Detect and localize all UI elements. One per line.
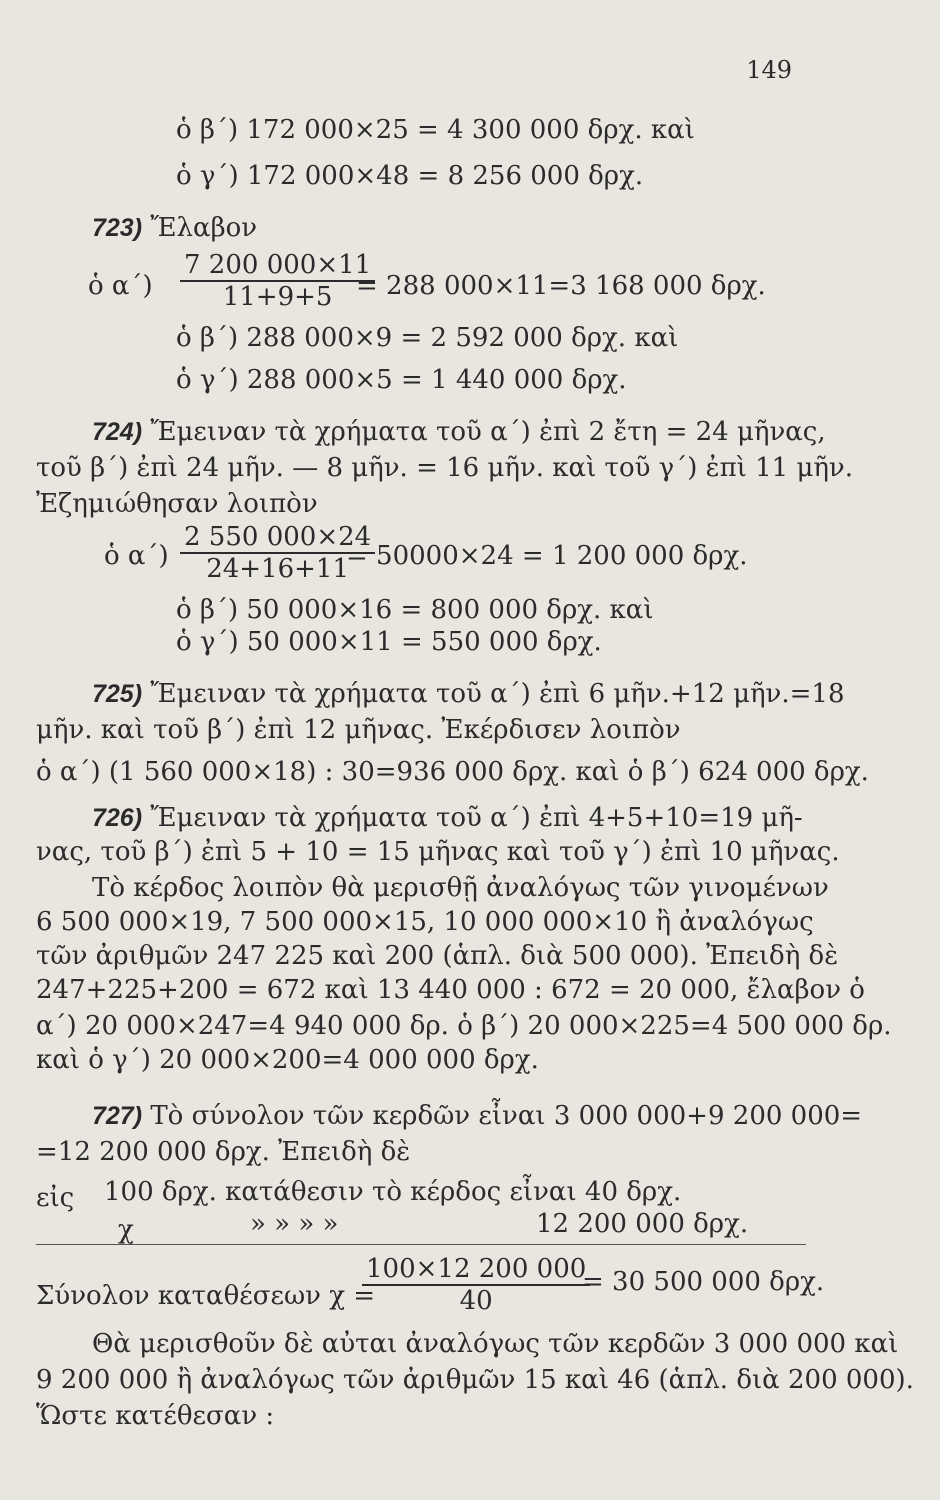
- line-725-b: μῆν. καὶ τοῦ β΄) ἐπὶ 12 μῆνας. Ἐκέρδισεν λοιπὸν: [36, 715, 681, 745]
- exercise-number: 726): [92, 804, 143, 832]
- fraction-727-e: [362, 1254, 590, 1316]
- exercise-text: Ἔμειναν τὰ χρήματα τοῦ α΄) ἐπὶ 4+5+10=19 μῆ-: [150, 803, 803, 833]
- line-727-b: =12 200 000 δρχ. Ἐπειδὴ δὲ: [36, 1137, 411, 1167]
- page-number: 149: [746, 56, 792, 84]
- line-727-g: 9 200 000 ἢ ἀναλόγως τῶν ἀριθμῶν 15 καὶ 46 (ἁπλ. διὰ 200 000).: [36, 1365, 914, 1395]
- fraction-723-a: [180, 250, 375, 312]
- numerator: 100×12 200 000: [366, 1254, 587, 1284]
- line-726-c: Τὸ κέρδος λοιπὸν θὰ μερισθῇ ἀναλόγως τῶν γινομένων: [92, 873, 829, 903]
- line-727-d-value: 12 200 000 δρχ.: [536, 1209, 749, 1239]
- exercise-725-heading: [92, 678, 844, 710]
- line-727-d-x: χ: [118, 1215, 134, 1245]
- line-726-g: α΄) 20 000×247=4 940 000 δρ. ὁ β΄) 20 000×225=4 500 000 δρ.: [36, 1011, 892, 1041]
- line-727-f: Θὰ μερισθοῦν δὲ αὐται ἀναλόγως τῶν κερδῶν 3 000 000 καὶ: [92, 1329, 899, 1359]
- numerator: 2 550 000×24: [184, 522, 372, 552]
- line-723-a-result: = 288 000×11=3 168 000 δρχ.: [356, 271, 766, 301]
- line-723-a-label: ὁ α΄): [88, 271, 153, 301]
- line-726-e: τῶν ἀριθμῶν 247 225 καὶ 200 (ἁπλ. διὰ 500 000). Ἐπειδὴ δὲ: [36, 941, 839, 971]
- line-726-d: 6 500 000×19, 7 500 000×15, 10 000 000×10 ἢ ἀναλόγως: [36, 907, 814, 937]
- line-722-c: ὁ γ΄) 172 000×48 = 8 256 000 δρχ.: [176, 161, 644, 191]
- exercise-723-heading: [92, 212, 257, 244]
- line-727-c-prefix: εἰς: [36, 1183, 75, 1213]
- line-726-b: νας, τοῦ β΄) ἐπὶ 5 + 10 = 15 μῆνας καὶ τοῦ γ΄) ἐπὶ 10 μῆνας.: [36, 837, 840, 867]
- exercise-number: 727): [92, 1102, 143, 1130]
- exercise-text: Τὸ σύνολον τῶν κερδῶν εἶναι 3 000 000+9 200 000=: [150, 1101, 863, 1131]
- exercise-number: 724): [92, 418, 143, 446]
- line-727-d-ditto: » » » »: [250, 1209, 339, 1239]
- line-726-h: καὶ ὁ γ΄) 20 000×200=4 000 000 δρχ.: [36, 1045, 539, 1075]
- exercise-727-heading: [92, 1100, 862, 1132]
- line-724-b: τοῦ β΄) ἐπὶ 24 μῆν. — 8 μῆν. = 16 μῆν. καὶ τοῦ γ΄) ἐπὶ 11 μῆν.: [36, 453, 854, 483]
- line-723-b: ὁ β΄) 288 000×9 = 2 592 000 δρχ. καὶ: [176, 323, 679, 353]
- line-724-d: ὁ β΄) 50 000×16 = 800 000 δρχ. καὶ: [176, 595, 654, 625]
- line-722-b: ὁ β΄) 172 000×25 = 4 300 000 δρχ. καὶ: [176, 115, 695, 145]
- line-725-c: ὁ α΄) (1 560 000×18) : 30=936 000 δρχ. καὶ ὁ β΄) 624 000 δρχ.: [36, 757, 869, 787]
- line-726-f: 247+225+200 = 672 καὶ 13 440 000 : 672 = 20 000, ἔλαβον ὁ: [36, 975, 865, 1005]
- line-727-h: Ὥστε κατέθεσαν :: [36, 1401, 275, 1431]
- line-723-c: ὁ γ΄) 288 000×5 = 1 440 000 δρχ.: [176, 365, 627, 395]
- denominator: 24+16+11: [206, 554, 350, 584]
- denominator: 11+9+5: [222, 282, 333, 312]
- exercise-text: Ἔλαβον: [150, 213, 258, 243]
- divider-rule: [36, 1244, 806, 1245]
- line-727-e-result: = 30 500 000 δρχ.: [582, 1267, 825, 1297]
- line-724-a-result: = 50000×24 = 1 200 000 δρχ.: [346, 541, 748, 571]
- line-727-e-label: Σύνολον καταθέσεων χ =: [36, 1281, 376, 1311]
- denominator: 40: [459, 1286, 493, 1316]
- line-724-c: Ἐζημιώθησαν λοιπὸν: [36, 489, 318, 519]
- line-727-c: 100 δρχ. κατάθεσιν τὸ κέρδος εἶναι 40 δρχ.: [104, 1177, 682, 1207]
- numerator: 7 200 000×11: [184, 250, 372, 280]
- line-724-e: ὁ γ΄) 50 000×11 = 550 000 δρχ.: [176, 627, 602, 657]
- exercise-724-heading: [92, 416, 826, 448]
- exercise-text: Ἔμειναν τὰ χρήματα τοῦ α΄) ἐπὶ 2 ἔτη = 24 μῆνας,: [150, 417, 826, 447]
- line-724-a-label: ὁ α΄): [104, 541, 169, 571]
- exercise-726-heading: [92, 802, 803, 834]
- exercise-number: 723): [92, 214, 143, 242]
- exercise-text: Ἔμειναν τὰ χρήματα τοῦ α΄) ἐπὶ 6 μῆν.+12 μῆν.=18: [150, 679, 845, 709]
- exercise-number: 725): [92, 680, 143, 708]
